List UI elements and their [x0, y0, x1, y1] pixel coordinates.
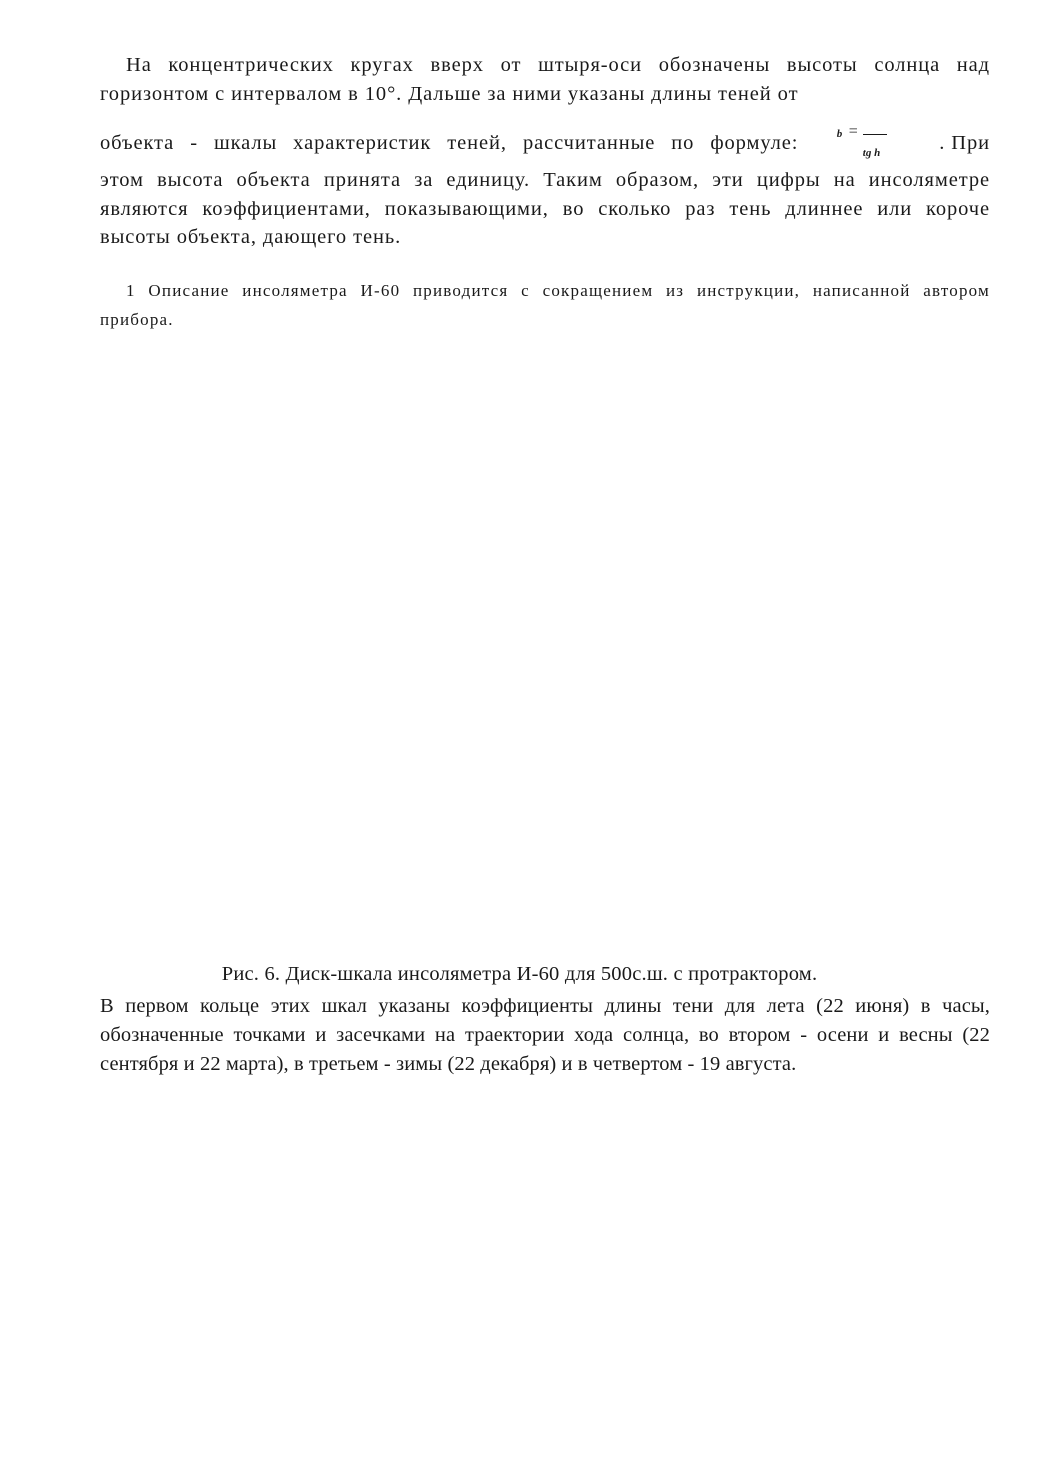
formula-equals: =: [848, 123, 858, 140]
paragraph-1-rest: этом высота объекта принята за единицу. Таким образом, эти цифры на инсоляметре являются коэффициентами, показывающими, во сколько раз тень длиннее или короче высоты объекта, дающего тень.: [100, 169, 990, 248]
formula: [829, 119, 909, 159]
formula-fraction-bar: [863, 134, 887, 135]
formula-line: [100, 119, 990, 159]
formula-line-text: объекта - шкалы характеристик теней, рассчитанные по формуле:: [100, 132, 799, 154]
formula-denominator: tg h: [862, 147, 881, 159]
formula-line-end: . При: [939, 132, 990, 154]
figure-caption: Рис. 6. Диск-шкала инсоляметра И-60 для 500с.ш. с протрактором.: [221, 963, 818, 985]
footnote: 1 Описание инсоляметра И-60 приводится с сокращением из инструкции, написанной автором прибора.: [100, 281, 990, 329]
formula-b: b: [836, 128, 843, 140]
paragraph-1-top: На концентрических кругах вверх от штыря-оси обозначены высоты солнца над горизонтом с интервалом в 10°. Дальше за ними указаны длины теней от: [100, 54, 990, 105]
paragraph-2: В первом кольце этих шкал указаны коэффициенты длины тени для лета (22 июня) в часы, обозначенные точками и засечками на траектории хода солнца, во втором - осени и весны (22 сентября и 22 марта), в третьем - зимы (22 декабря) и в четвертом - 19 августа.: [100, 995, 990, 1075]
